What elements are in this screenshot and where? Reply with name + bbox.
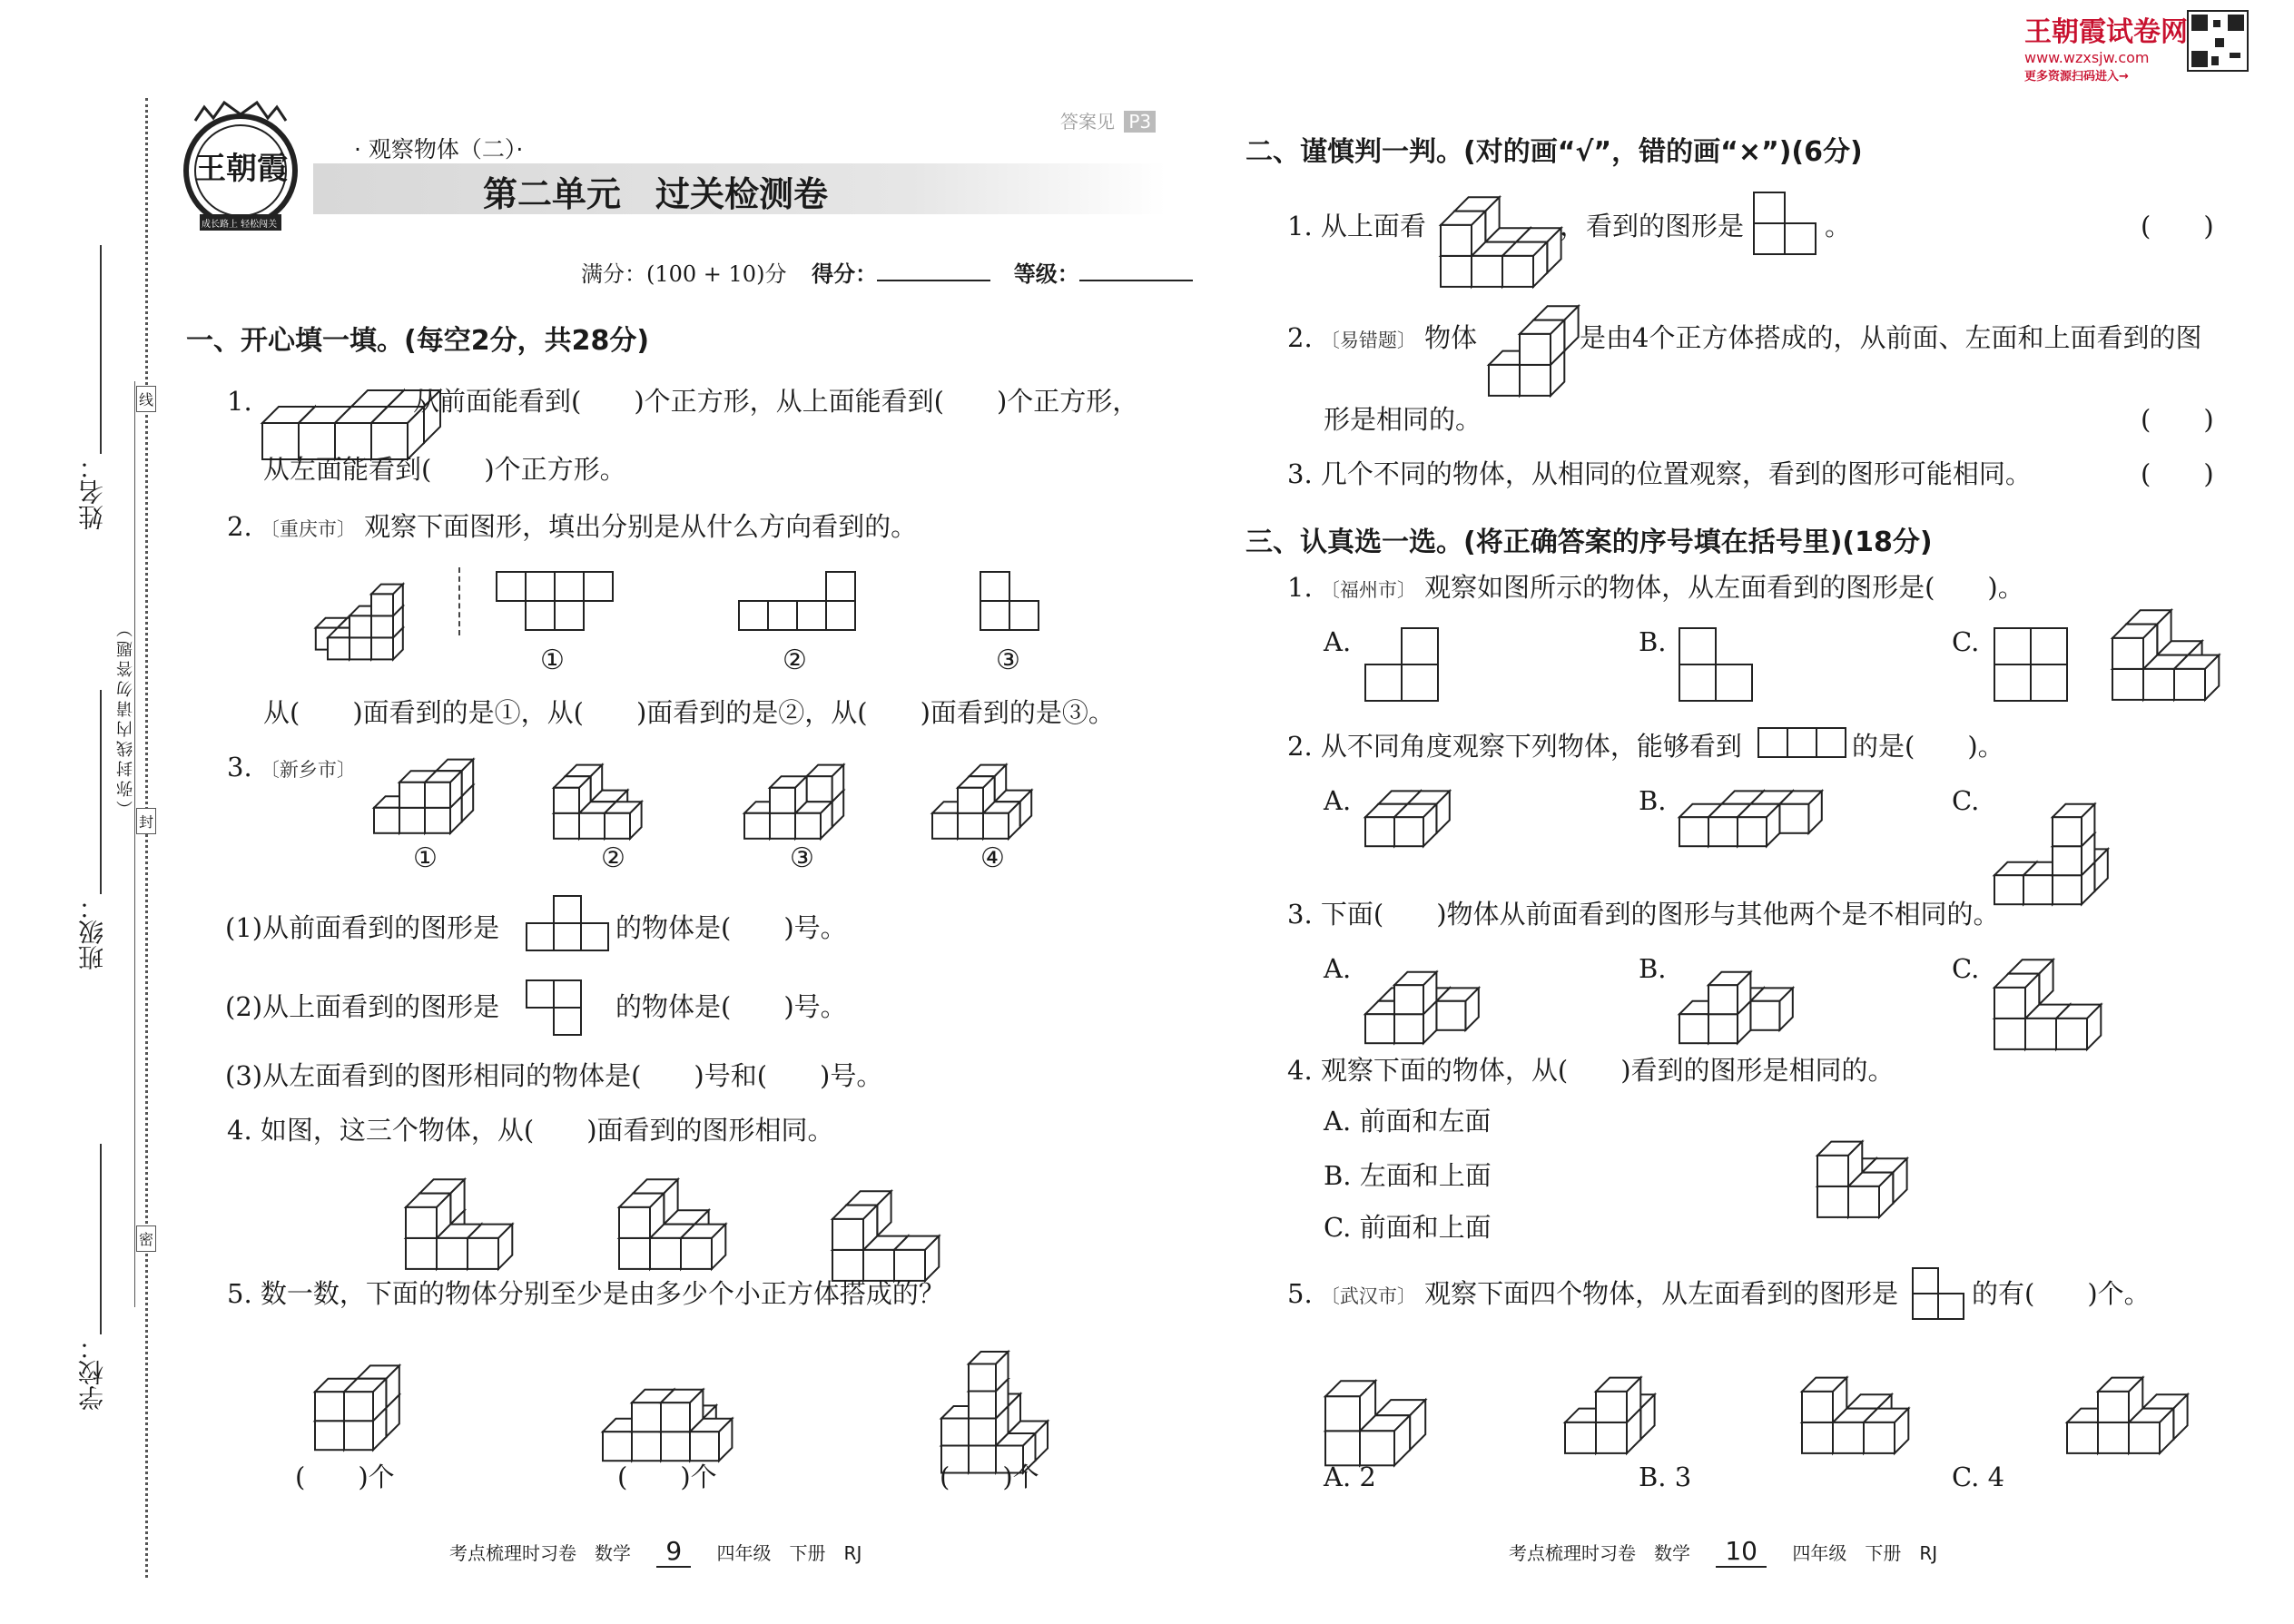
cube-figure-icon	[743, 763, 845, 841]
q1-number: 1.	[227, 386, 252, 417]
cube-figure-icon	[940, 1338, 1049, 1475]
cube	[1502, 242, 1547, 287]
q3-label-3: ③	[790, 842, 814, 874]
cube	[832, 1206, 877, 1250]
q3-line	[227, 752, 356, 783]
s3-q5-opt-b[interactable]: B. 3	[1639, 1462, 1692, 1492]
q2-cube-figure	[304, 563, 415, 655]
grid-cell	[1402, 664, 1438, 701]
s3-q2-figure-b	[1678, 776, 1824, 839]
s3-q5-number: 5.	[1287, 1278, 1313, 1309]
s3-q1-opt-c[interactable]: C.	[1952, 626, 1980, 657]
cube-figure-icon	[1324, 1363, 1427, 1467]
s3-q1-tag: 〔福州市〕	[1320, 579, 1416, 601]
cube-figure-icon	[1487, 304, 1580, 398]
grid-cell	[2031, 628, 2067, 664]
cube	[371, 585, 403, 616]
square-grid-icon	[737, 570, 857, 632]
grid-cell	[527, 980, 554, 1008]
s3-q2-figure-a	[1364, 776, 1452, 839]
s3-q1-line	[1287, 572, 2024, 604]
grid-cell	[1679, 628, 1716, 664]
s3-q1-view-a	[1364, 626, 1440, 706]
cube-figure-icon	[1364, 957, 1481, 1045]
cube	[468, 1225, 512, 1269]
q4-figure-1	[404, 1164, 528, 1261]
grid-cell	[1994, 628, 2031, 664]
grid-cell	[1009, 601, 1039, 630]
cube	[1436, 988, 1478, 1029]
cube-figure-icon	[1678, 957, 1795, 1045]
q3-figure-1	[372, 746, 475, 827]
grid-cell	[739, 601, 768, 630]
s3-q5-opt-c[interactable]: C. 4	[1952, 1462, 2005, 1492]
left-footer-series: 考点梳理时习卷 数学	[449, 1542, 631, 1564]
q2-label-1: ①	[540, 645, 565, 676]
grid-cell	[554, 923, 581, 950]
s3-q3-text: 3. 下面( )物体从前面看到的图形与其他两个是不相同的。	[1287, 899, 2000, 930]
q2-text: 观察下面图形，填出分别是从什么方向看到的。	[364, 511, 918, 542]
grid-cell	[826, 572, 855, 601]
binding-mark-line: 线	[136, 386, 156, 412]
cube	[1394, 972, 1436, 1014]
header-subtitle: · 观察物体（二）·	[354, 136, 524, 162]
q3-figure-2	[552, 752, 655, 832]
q2-view-3	[979, 570, 1040, 635]
s3-q5-view	[1911, 1266, 1965, 1324]
grid-cell	[1787, 728, 1816, 757]
cube	[1802, 1378, 1846, 1422]
grid-cell	[555, 601, 584, 630]
grid-cell	[584, 572, 613, 601]
s3-q3-figure-a	[1364, 944, 1481, 1036]
q1-text-a: 从前面能看到( )个正方形，从上面能看到( )个正方形，	[413, 386, 1139, 417]
s3-q2-view	[1757, 726, 1847, 763]
s2-q3-text: 3. 几个不同的物体，从相同的位置观察，看到的图形可能相同。	[1287, 458, 2032, 489]
right-footer-grade: 四年级 下册 RJ	[1792, 1542, 1938, 1564]
s3-q2-text-b: 的是( )。	[1852, 731, 2004, 762]
q3-2-view	[525, 979, 583, 1040]
grid-cell	[1785, 223, 1816, 254]
s2-q1-text-c: 。	[1825, 211, 1852, 241]
q5-answer-1[interactable]: ( )个	[295, 1462, 395, 1492]
q5-answer-3[interactable]: ( )个	[940, 1462, 1039, 1492]
cube-figure-icon	[1678, 789, 1824, 848]
square-grid-icon	[525, 979, 583, 1037]
s2-q2-number: 2.	[1287, 322, 1313, 353]
cube	[554, 776, 591, 813]
square-grid-icon	[525, 894, 610, 952]
cube	[1750, 988, 1792, 1029]
right-footer	[1509, 1536, 1937, 1566]
grid-cell	[1938, 1294, 1964, 1319]
brand-name: 王朝霞试卷网	[2024, 16, 2188, 48]
cube	[344, 1379, 386, 1421]
grid-cell	[1758, 728, 1787, 757]
right-page-number: 10	[1716, 1536, 1767, 1568]
brand-block	[2024, 9, 2206, 84]
brand-tip: 更多资源扫码进入→	[2024, 70, 2129, 84]
grid-cell	[826, 601, 855, 630]
s3-q1-text: 观察如图所示的物体，从左面看到的图形是( )。	[1424, 572, 2024, 603]
grade-label: 等级：	[1013, 261, 1079, 287]
grid-cell	[555, 572, 584, 601]
cube	[2174, 655, 2219, 700]
q3-1-text-a: (1)从前面看到的图形是	[225, 912, 500, 943]
cube-figure-icon	[1364, 789, 1452, 848]
cube	[1864, 1409, 1908, 1453]
grid-cell	[797, 601, 826, 630]
left-footer	[449, 1536, 861, 1566]
q5-answer-2[interactable]: ( )个	[617, 1462, 717, 1492]
logo-sub: 成长路上 轻松闯关	[202, 220, 278, 230]
s3-q1-number: 1.	[1287, 572, 1313, 603]
cube	[1441, 212, 1485, 256]
cube-figure-icon	[1563, 1362, 1657, 1455]
grid-cell	[497, 572, 526, 601]
left-footer-grade: 四年级 下册 RJ	[716, 1542, 862, 1564]
q5-text: 5. 数一数，下面的物体分别至少是由多少个小正方体搭成的？	[227, 1278, 945, 1309]
grid-cell	[1402, 628, 1438, 664]
s3-q2-opt-a[interactable]: A.	[1324, 785, 1352, 816]
cube	[958, 776, 995, 813]
q5-figure-1	[313, 1351, 401, 1442]
s3-q5-tag: 〔武汉市〕	[1320, 1285, 1416, 1307]
q3-label-2: ②	[601, 842, 625, 874]
cube	[1738, 804, 1779, 846]
s2-q1-paren[interactable]: ( )	[2141, 211, 2214, 241]
cube-figure-icon	[1800, 1362, 1925, 1455]
grid-cell	[1754, 192, 1785, 223]
grid-cell	[1716, 664, 1752, 701]
grid-cell	[980, 572, 1009, 601]
s3-q2-text-a: 2. 从不同角度观察下列物体，能够看到	[1287, 731, 1742, 762]
cube-figure-icon	[304, 573, 415, 662]
q3-label-4: ④	[980, 842, 1005, 874]
s2-q2-tag: 〔易错题〕	[1320, 330, 1416, 351]
s2-q3-paren[interactable]: ( )	[2141, 458, 2214, 489]
seal-note: （弥封线内请勿答题）	[116, 617, 135, 817]
grid-cell	[554, 896, 581, 923]
cube-figure-icon	[313, 1363, 401, 1452]
square-grid-icon	[1993, 626, 2069, 703]
grid-cell	[526, 572, 555, 601]
q2-label-3: ③	[996, 645, 1020, 676]
q3-2-text-b: 的物体是( )号。	[615, 991, 847, 1022]
q2-separator	[458, 567, 460, 635]
grid-cell	[1816, 728, 1846, 757]
s3-q1-opt-b[interactable]: B.	[1639, 626, 1667, 657]
section3-title: 三、认真选一选。(将正确答案的序号填在括号里)(18分)	[1245, 527, 1933, 558]
cube-figure-icon	[1439, 195, 1563, 289]
s2-q1-figure	[1439, 182, 1563, 279]
grid-cell	[1913, 1268, 1938, 1294]
grid-cell	[768, 601, 797, 630]
q2-line	[227, 511, 917, 543]
grid-cell	[527, 923, 554, 950]
square-grid-icon	[1678, 626, 1754, 703]
class-label: 班级：	[77, 894, 107, 970]
grid-cell	[526, 601, 555, 630]
q3-number: 3.	[227, 752, 252, 782]
grid-cell	[1365, 664, 1402, 701]
right-footer-series: 考点梳理时习卷 数学	[1509, 1542, 1690, 1564]
cube	[619, 1194, 664, 1238]
school-label: 学校：	[77, 1334, 107, 1411]
cube-figure-icon	[552, 763, 655, 841]
cube	[1779, 791, 1821, 832]
square-grid-icon	[979, 570, 1040, 632]
q5-figure-2	[601, 1362, 747, 1453]
cube-figure-icon	[1993, 789, 2110, 906]
answer-ref-page[interactable]: P3	[1124, 111, 1156, 133]
q3-tag: 〔新乡市〕	[260, 759, 356, 781]
s3-q2-opt-b[interactable]: B.	[1639, 785, 1667, 816]
grid-cell	[1994, 664, 2031, 701]
q3-1-view	[525, 894, 610, 956]
cube	[1325, 1381, 1375, 1431]
s3-q4-figure	[1816, 1112, 1909, 1209]
s3-q4-text: 4. 观察下面的物体，从( )看到的图形是相同的。	[1287, 1055, 1895, 1086]
square-grid-icon	[1752, 191, 1817, 256]
page-title: 第二单元 过关检测卷	[483, 174, 829, 214]
cube	[894, 1236, 939, 1281]
s3-q5-line	[1287, 1278, 1898, 1310]
grid-cell	[1679, 664, 1716, 701]
q3-1-text-b: 的物体是( )号。	[615, 912, 847, 943]
s3-q1-view-b	[1678, 626, 1754, 706]
cube-figure-icon	[372, 758, 475, 835]
s2-q1-text-b: ，看到的图形是	[1560, 211, 1745, 241]
q2-number: 2.	[227, 511, 252, 542]
q4-figure-2	[617, 1164, 742, 1261]
square-grid-icon	[1911, 1266, 1965, 1321]
name-label: 姓名：	[77, 454, 107, 530]
s3-q4-opt-a[interactable]: A. 前面和左面	[1324, 1106, 1492, 1137]
q3-figure-3	[743, 752, 845, 832]
cube-figure-icon	[2065, 1362, 2190, 1455]
q3-2-text-a: (2)从上面看到的图形是	[225, 991, 500, 1022]
s3-q3-opt-b[interactable]: B.	[1639, 953, 1667, 984]
s3-q5-figure-1	[1324, 1348, 1427, 1455]
cube	[661, 1390, 703, 1432]
cube	[1817, 1142, 1862, 1186]
q2-view-1	[495, 570, 615, 635]
score-label: 得分：	[812, 261, 878, 287]
s3-q5-figure-3	[1800, 1348, 1925, 1445]
cube	[1394, 804, 1436, 846]
q3-label-1: ①	[413, 842, 438, 874]
s3-q3-opt-c[interactable]: C.	[1952, 953, 1980, 984]
s2-q2-text-b: 是由4个正方体搭成的，从前面、左面和上面看到的图	[1580, 322, 2202, 353]
cube-figure-icon	[1993, 958, 2117, 1051]
grid-cell	[980, 601, 1009, 630]
qr-code-icon[interactable]	[2188, 11, 2248, 71]
name-field[interactable]	[100, 245, 102, 454]
s2-q2-text-a: 物体	[1424, 322, 1478, 353]
s2-q1-view	[1752, 191, 1817, 260]
q2-tag: 〔重庆市〕	[260, 518, 356, 540]
s3-q1-view-c	[1993, 626, 2069, 706]
cube-figure-icon	[831, 1189, 955, 1283]
s3-q3-opt-a[interactable]: A.	[1324, 953, 1352, 984]
left-page-number: 9	[656, 1536, 691, 1568]
grade-field[interactable]	[1079, 280, 1193, 281]
cube	[2112, 625, 2157, 669]
grid-cell	[554, 1008, 581, 1035]
binding-mark-seal: 封	[136, 808, 156, 834]
binding-dotted-line	[145, 98, 148, 1578]
cube-figure-icon	[404, 1177, 528, 1271]
grid-cell	[1913, 1294, 1938, 1319]
q5-figure-3	[940, 1325, 1049, 1466]
cube	[1596, 1378, 1640, 1422]
answer-ref	[1060, 107, 1156, 133]
grid-cell	[581, 923, 608, 950]
s3-q5-text-b: 的有( )个。	[1972, 1278, 2151, 1309]
s2-q2-paren[interactable]: ( )	[2141, 404, 2214, 435]
square-grid-icon	[1364, 626, 1440, 703]
score-field[interactable]	[877, 280, 990, 281]
school-field[interactable]	[100, 1144, 102, 1334]
q2-fill-text: 从( )面看到的是①，从( )面看到的是②，从( )面看到的是③。	[263, 697, 1115, 728]
s3-q2-figure-c	[1993, 776, 2110, 897]
s3-q3-figure-c	[1993, 944, 2117, 1041]
q1-text-b: 从左面能看到( )个正方形。	[263, 454, 626, 485]
q4-figure-3	[831, 1176, 955, 1273]
cube	[2053, 804, 2094, 846]
square-grid-icon	[1757, 726, 1847, 759]
cube-figure-icon	[1816, 1126, 1909, 1219]
cube-figure-icon	[601, 1374, 747, 1462]
cube	[1520, 320, 1564, 365]
cube	[1994, 974, 2039, 1019]
grid-cell	[554, 980, 581, 1008]
binding-mark-tight: 密	[136, 1225, 156, 1252]
s3-q3-figure-b	[1678, 944, 1795, 1036]
section2-title: 二、谨慎判一判。(对的画“√”，错的画“×”)(6分)	[1245, 136, 1863, 168]
cube	[605, 802, 642, 839]
cube	[425, 771, 462, 808]
cube	[406, 1194, 450, 1238]
q3-figure-4	[930, 752, 1033, 832]
s3-q5-figure-2	[1563, 1348, 1657, 1445]
s2-q2-line	[1287, 322, 1477, 354]
q4-text: 4. 如图，这三个物体，从( )面看到的图形相同。	[227, 1115, 834, 1146]
answer-ref-label: 答案见	[1060, 111, 1115, 133]
brand-url[interactable]: www.wzxsjw.com	[2024, 49, 2150, 66]
grid-cell	[1754, 223, 1785, 254]
s2-q2-figure	[1487, 290, 1580, 388]
cube	[770, 776, 807, 813]
square-grid-icon	[495, 570, 615, 632]
cube-figure-icon	[617, 1177, 742, 1271]
cube-figure-icon	[930, 763, 1033, 841]
s3-q4-opt-b[interactable]: B. 左面和上面	[1324, 1160, 1492, 1191]
s2-q1-text-a: 1. 从上面看	[1287, 211, 1426, 241]
s3-q5-figure-4	[2065, 1348, 2190, 1445]
s3-q1-figure	[2111, 595, 2235, 692]
cube	[1708, 972, 1750, 1014]
cube-figure-icon	[2111, 608, 2235, 702]
cube	[969, 1352, 1009, 1392]
cube	[681, 1225, 725, 1269]
s3-q4-opt-c[interactable]: C. 前面和上面	[1324, 1212, 1492, 1243]
s3-q5-opt-a[interactable]: A. 2	[1324, 1462, 1376, 1492]
s3-q1-opt-a[interactable]: A.	[1324, 626, 1352, 657]
logo-text: 王朝霞	[195, 151, 288, 187]
q3-3-text: (3)从左面看到的图形相同的物体是( )号和( )号。	[225, 1060, 883, 1091]
full-score: 满分：(100 + 10)分	[581, 261, 787, 287]
section1-title: 一、开心填一填。(每空2分，共28分)	[186, 325, 650, 357]
q2-view-2	[737, 570, 857, 635]
grid-cell	[2031, 664, 2067, 701]
s3-q2-opt-c[interactable]: C.	[1952, 785, 1980, 816]
class-field[interactable]	[100, 690, 102, 894]
cube	[2098, 1378, 2142, 1422]
s2-q2-text-c: 形是相同的。	[1324, 404, 1482, 435]
cube	[2056, 1005, 2101, 1049]
cube	[807, 765, 844, 802]
score-line	[581, 261, 1193, 288]
q2-label-2: ②	[783, 645, 807, 676]
seal-line	[134, 381, 135, 1307]
s3-q5-text-a: 观察下面四个物体，从左面看到的图形是	[1424, 1278, 1899, 1309]
